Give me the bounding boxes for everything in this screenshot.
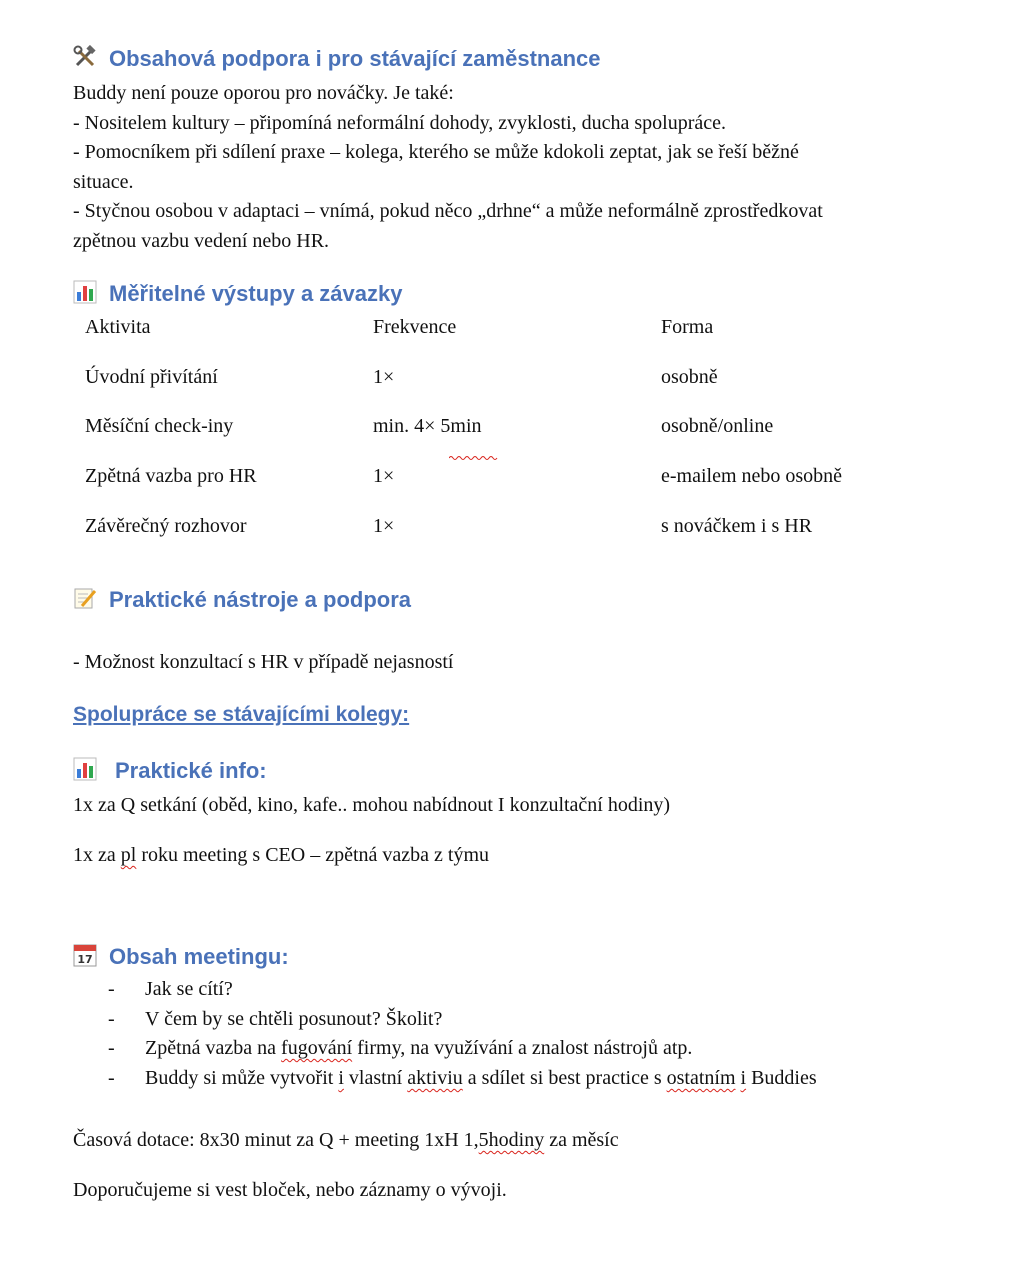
svg-text:17: 17	[77, 953, 93, 966]
list-item: Zpětná vazba na fugování firmy, na využívání a znalost nástrojů atp.	[145, 1037, 693, 1059]
memo-icon	[73, 586, 99, 613]
table-cell: Závěrečný rozhovor	[85, 515, 247, 537]
table-cell: osobně/online	[661, 415, 774, 437]
list-item: Buddy si může vytvořit i vlastní aktiviu a sdílet si best practice s ostatním i Buddies	[145, 1067, 817, 1089]
link-heading-collaboration[interactable]: Spolupráce se stávajícími kolegy:	[73, 703, 410, 726]
table-header: Aktivita	[85, 316, 151, 338]
section-heading-practical-info: Praktické info:	[73, 757, 267, 784]
bullet: -	[108, 1008, 115, 1030]
text-line: Buddy není pouze oporou pro nováčky. Je také:	[73, 82, 454, 104]
bullet: -	[108, 1037, 115, 1059]
text-line: - Styčnou osobou v adaptaci – vnímá, pokud něco „drhne“ a může neformálně zprostředkovat	[73, 200, 823, 222]
table-cell: Zpětná vazba pro HR	[85, 465, 257, 487]
table-header: Forma	[661, 316, 714, 338]
table-cell: Měsíční check-iny	[85, 415, 234, 437]
table-cell: 1×	[373, 465, 395, 487]
table-cell: s nováčkem i s HR	[661, 515, 813, 537]
text-line: - Pomocníkem při sdílení praxe – kolega, kterého se může kdokoli zeptat, jak se řeší běžné	[73, 141, 799, 163]
table-cell: e-mailem nebo osobně	[661, 465, 843, 487]
list-item: Jak se cítí?	[145, 978, 233, 1000]
table-cell: Úvodní přivítání	[85, 366, 218, 388]
table-cell: 1×	[373, 366, 395, 388]
bullet: -	[108, 978, 115, 1000]
text-line: - Možnost konzultací s HR v případě nejasností	[73, 651, 454, 673]
list-item: V čem by se chtěli posunout? Školit?	[145, 1008, 443, 1030]
text-line: 1x za Q setkání (oběd, kino, kafe.. mohou nabídnout I konzultační hodiny)	[73, 794, 671, 816]
table-cell: osobně	[661, 366, 718, 388]
text-line: situace.	[73, 171, 134, 193]
text-line: - Nositelem kultury – připomíná neformální dohody, zvyklosti, ducha spolupráce.	[73, 112, 727, 134]
section-heading-practical-tools: Praktické nástroje a podpora	[73, 586, 411, 613]
table-cell: min. 4× 5min	[373, 415, 482, 437]
section-heading-measurable-outputs: Měřitelné výstupy a závazky	[73, 280, 402, 307]
bullet: -	[108, 1067, 115, 1089]
bar-chart-icon	[73, 280, 99, 307]
text-line: 1x za pl roku meeting s CEO – zpětná vazba z týmu	[73, 844, 490, 866]
table-cell: 1×	[373, 515, 395, 537]
text-line: zpětnou vazbu vedení nebo HR.	[73, 230, 330, 252]
hammer-wrench-icon	[73, 45, 99, 72]
calendar-icon	[73, 943, 99, 970]
table-header: Frekvence	[373, 316, 457, 338]
bar-chart-icon	[73, 757, 99, 784]
text-line-time-allocation: Časová dotace: 8x30 minut za Q + meeting 1xH 1,5hodiny za měsíc	[73, 1129, 619, 1151]
section-heading-meeting-content: 17 Obsah meetingu:	[73, 943, 289, 970]
spellcheck-underline	[449, 448, 498, 454]
section-heading-content-support: Obsahová podpora i pro stávající zaměstnance	[73, 45, 601, 72]
text-line-recommendation: Doporučujeme si vest bloček, nebo záznamy o vývoji.	[73, 1179, 507, 1201]
